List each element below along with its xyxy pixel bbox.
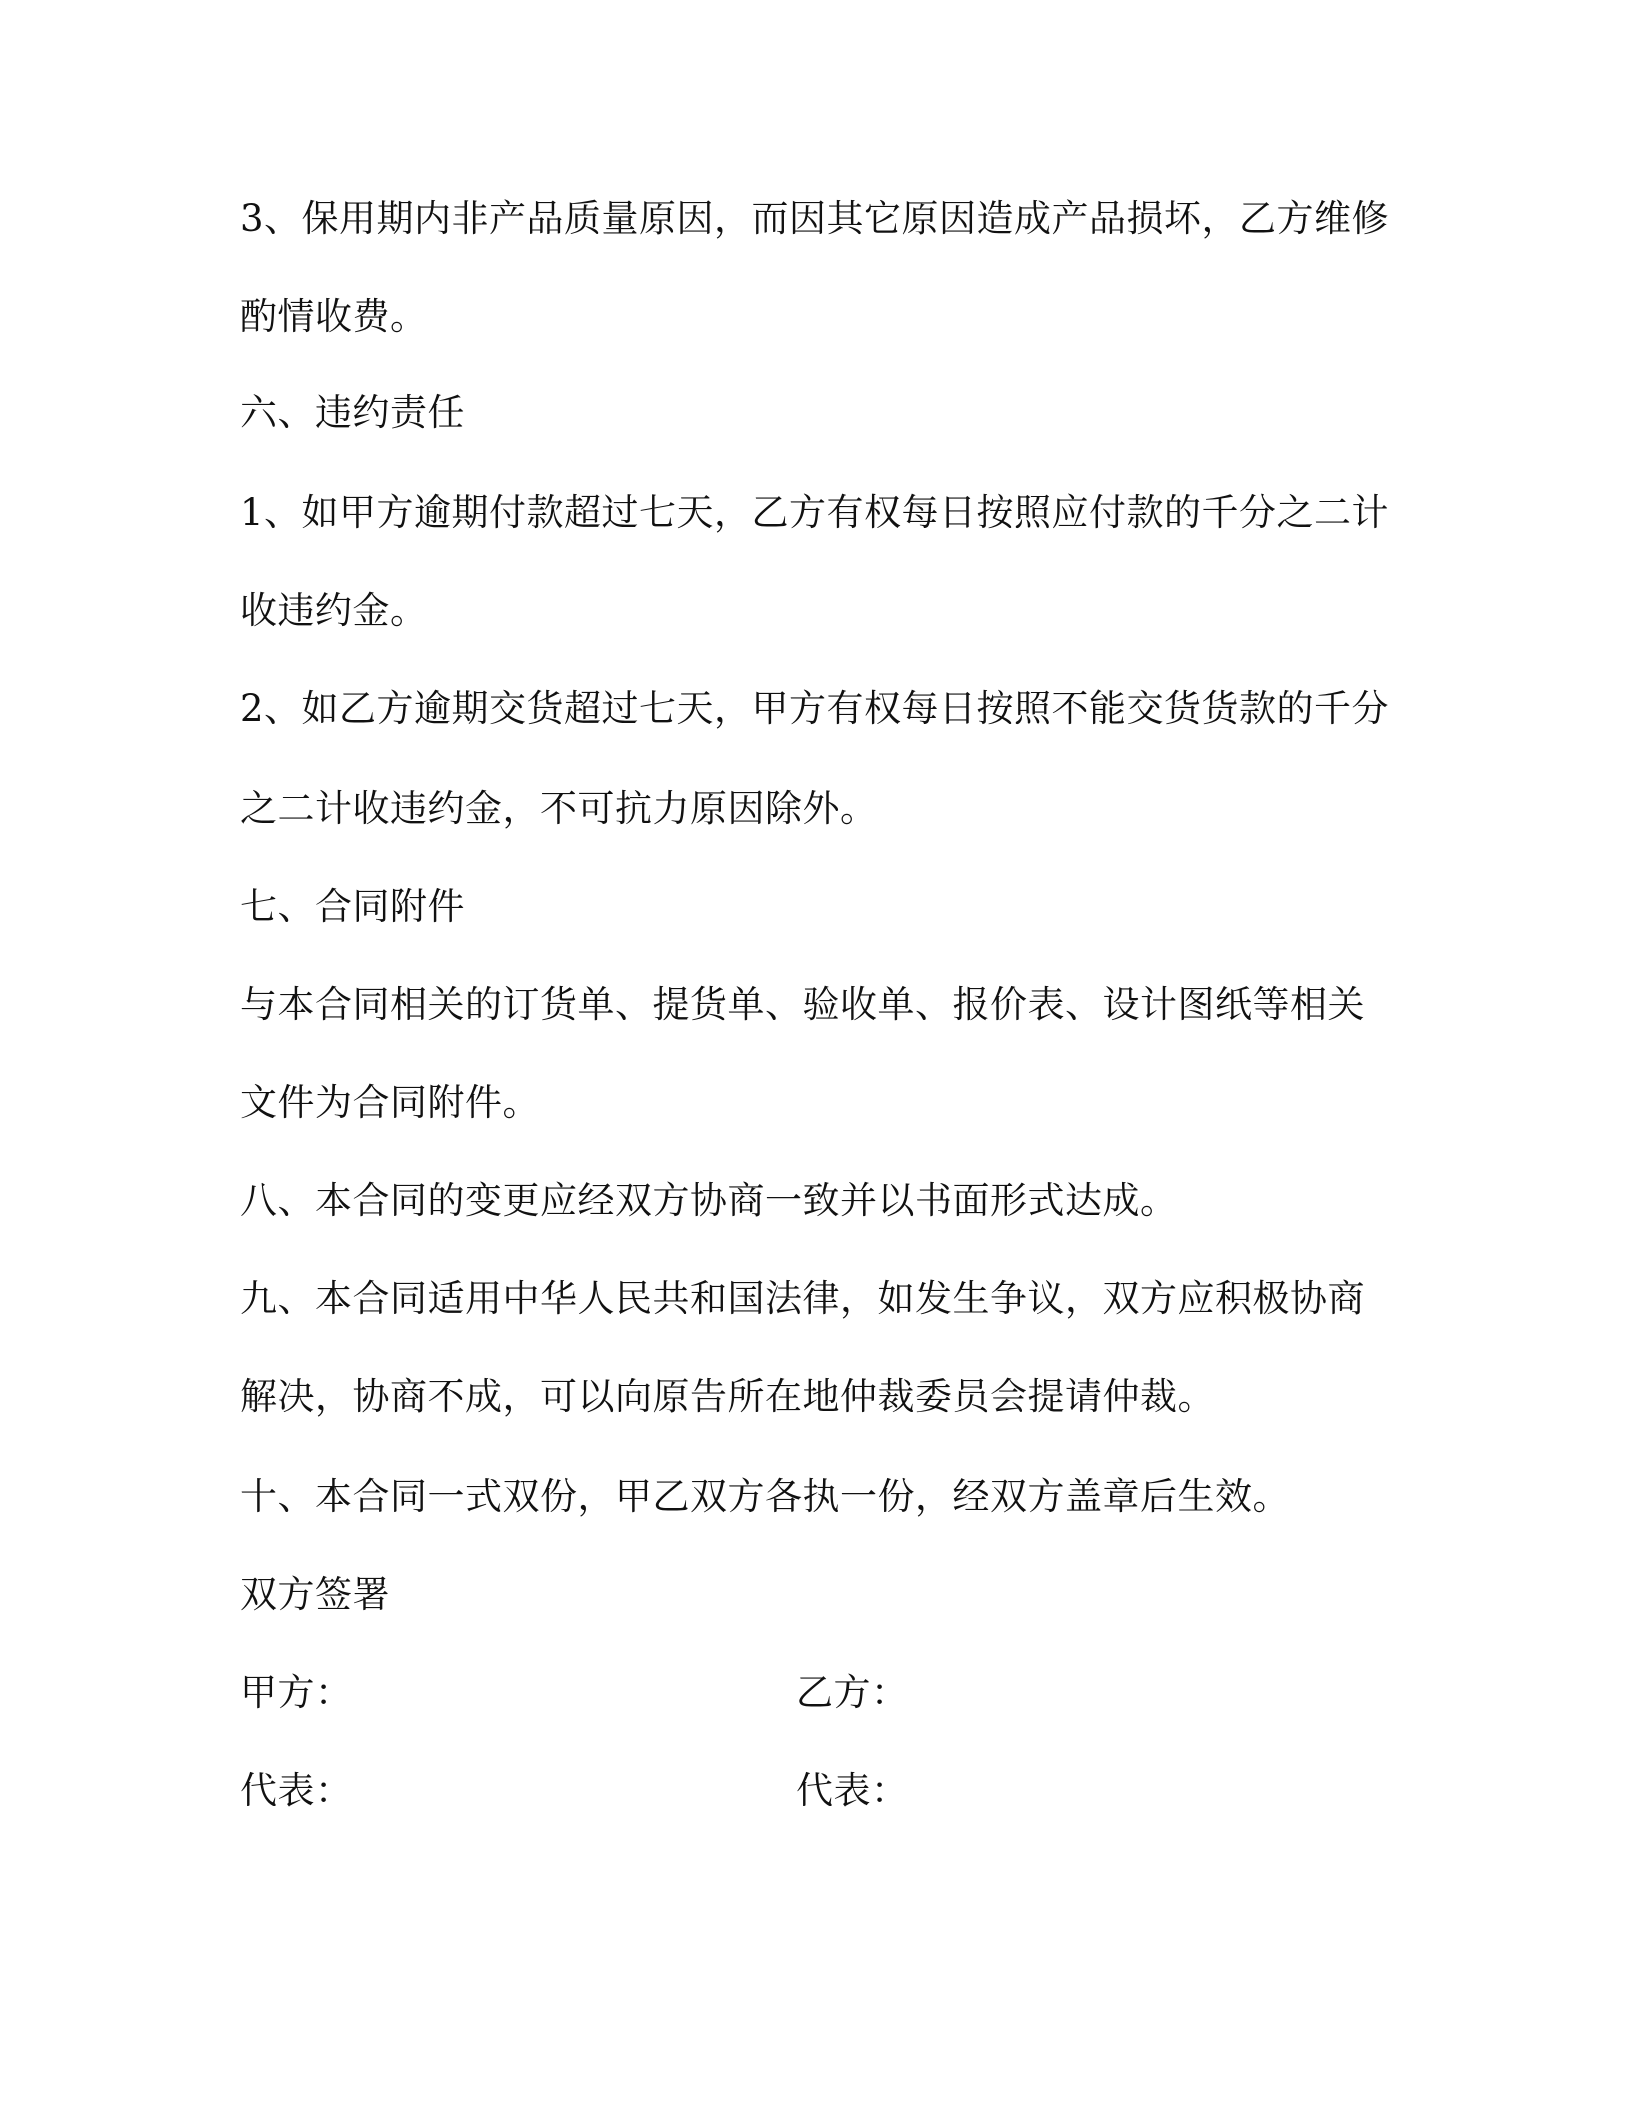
clause-5-3-line-2: 酌情收费。 (240, 295, 428, 338)
attachments-line-2: 文件为合同附件。 (240, 1081, 540, 1124)
section-governing-law-line-2: 解决，协商不成，可以向原告所在地仲裁委员会提请仲裁。 (240, 1375, 1215, 1418)
signature-heading: 双方签署 (240, 1573, 390, 1616)
clause-6-1-line-2: 收违约金。 (240, 589, 428, 632)
section-amendment: 八、本合同的变更应经双方协商一致并以书面形式达成。 (240, 1179, 1178, 1222)
clause-6-1-line-1: 1、如甲方逾期付款超过七天，乙方有权每日按照应付款的千分之二计 (240, 491, 1390, 534)
section-heading-breach: 六、违约责任 (240, 391, 465, 434)
party-b-label: 乙方： (796, 1671, 909, 1714)
party-a-representative-label: 代表： (240, 1769, 353, 1812)
section-heading-attachments: 七、合同附件 (240, 885, 465, 928)
clause-5-3-line-1: 3、保用期内非产品质量原因，而因其它原因造成产品损坏，乙方维修 (240, 197, 1390, 240)
party-a-label: 甲方： (240, 1671, 353, 1714)
clause-6-2-line-1: 2、如乙方逾期交货超过七天，甲方有权每日按照不能交货货款的千分 (240, 687, 1390, 730)
section-governing-law-line-1: 九、本合同适用中华人民共和国法律，如发生争议，双方应积极协商 (240, 1277, 1365, 1320)
clause-6-2-line-2: 之二计收违约金，不可抗力原因除外。 (240, 787, 878, 830)
attachments-line-1: 与本合同相关的订货单、提货单、验收单、报价表、设计图纸等相关 (240, 983, 1365, 1026)
section-copies: 十、本合同一式双份，甲乙双方各执一份，经双方盖章后生效。 (240, 1475, 1290, 1518)
party-b-representative-label: 代表： (796, 1769, 909, 1812)
